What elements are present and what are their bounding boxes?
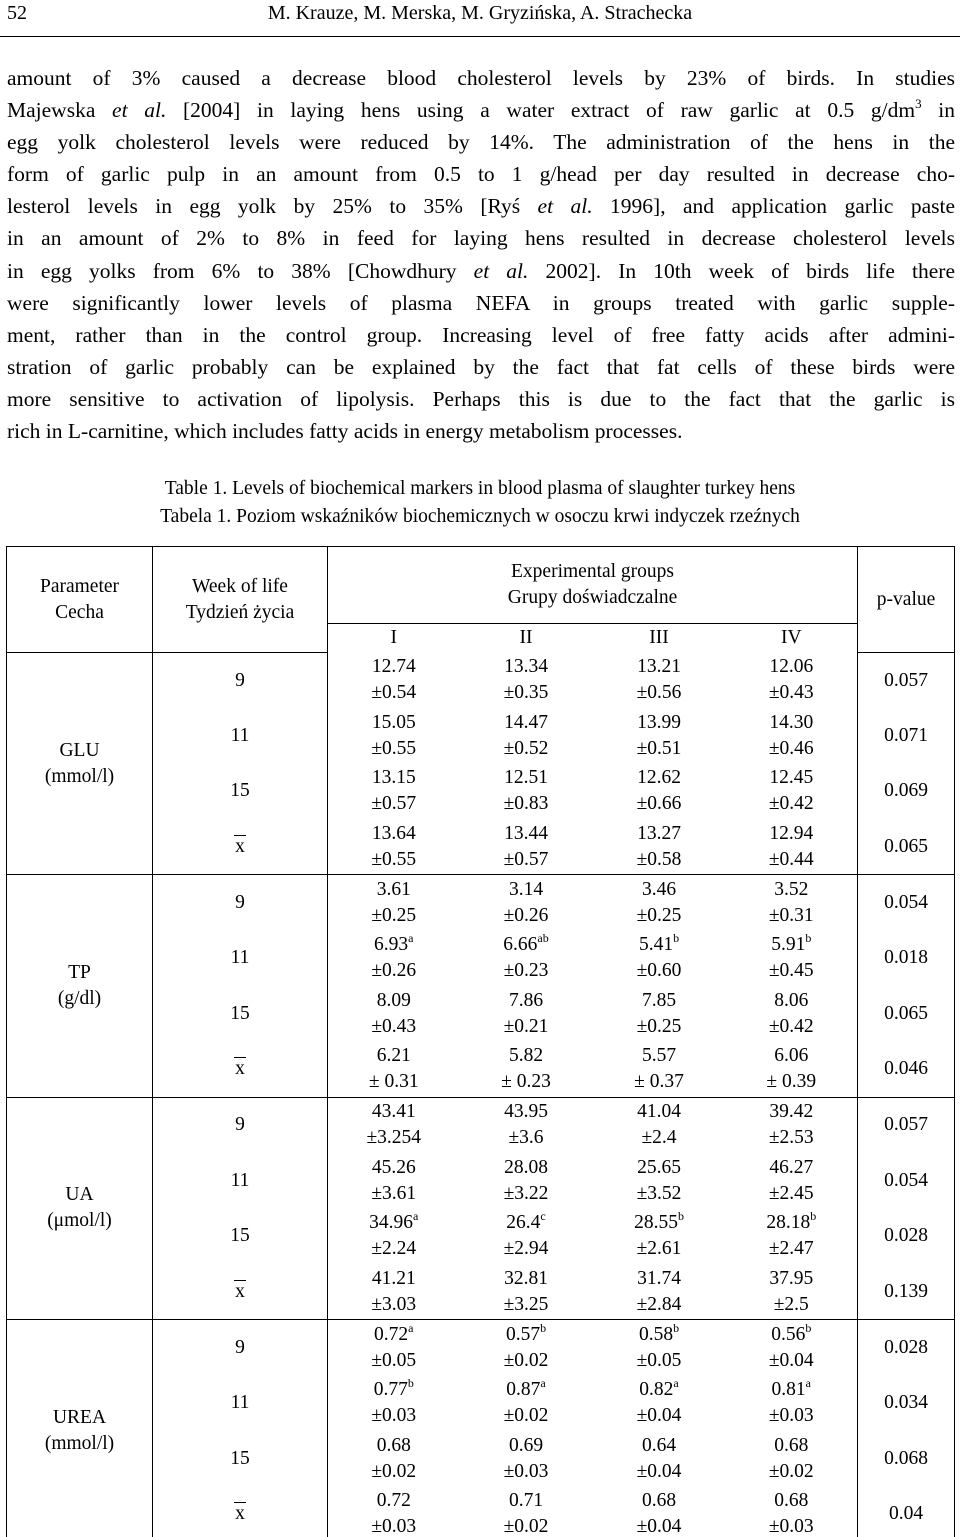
value-cell: 34.96$^a$ ±2.24: [369, 1209, 419, 1260]
body-line: [7, 383, 955, 415]
value-cell: 13.44 ±0.57: [460, 819, 593, 875]
significance-letter: a: [408, 1320, 414, 1335]
value-cell: 0.81$^a$ ±0.03: [726, 1375, 858, 1431]
week-cell: 15: [153, 1431, 328, 1487]
value-cell: 13.21 ±0.56: [636, 656, 682, 704]
header-parameter: Parameter Cecha: [7, 547, 153, 653]
text-run: rich in L-carnitine, which includes fatty acids in energy metabolism processes.: [7, 419, 683, 444]
significance-letter: b: [673, 931, 680, 946]
pvalue-cell: 0.069: [858, 764, 955, 820]
value-cell: 0.56$^b$ ±0.04: [726, 1320, 858, 1376]
pvalue-cell: 0.04: [858, 1486, 955, 1537]
value-cell: 25.65 ±3.52: [636, 1156, 682, 1204]
value-cell: 0.72$^a$ ±0.05: [371, 1320, 417, 1371]
value-cell: 5.82 ± 0.23: [460, 1042, 593, 1098]
text-run: stration of garlic probably can be explained by the fact that fat cells of these birds were: [7, 354, 955, 379]
mean-week-cell: x: [153, 1042, 328, 1098]
header-rule: [0, 36, 960, 37]
running-header: [0, 0, 960, 40]
mean-week-cell: x: [153, 819, 328, 875]
value-cell: 3.61 ±0.25: [371, 878, 417, 926]
group-label-iv: IV: [726, 624, 858, 653]
group-label-i: I: [390, 627, 397, 649]
italic-text: et al.: [537, 194, 593, 219]
parameter-cell: UREA (mmol/l): [7, 1320, 153, 1537]
text-run: form of garlic pulp in an amount from 0.5 to 1 g/head per day resulted in decrease cho-: [7, 162, 955, 187]
value-cell: 0.72 ±0.03: [328, 1486, 460, 1537]
value-cell: 0.68 ±0.04: [593, 1486, 726, 1537]
value-cell: 0.68 ±0.02: [726, 1431, 858, 1487]
mean-week-cell: x: [153, 1486, 328, 1537]
header-pvalue: p-value: [858, 547, 955, 653]
week-cell: 9: [153, 653, 328, 709]
text-run: more sensitive to activation of lipolysis. Perhaps this is due to the fact that the garlic is: [7, 386, 955, 411]
significance-letter: c: [540, 1209, 546, 1224]
value-cell: 0.64 ±0.04: [636, 1434, 682, 1482]
page-number: 52: [7, 2, 27, 24]
significance-letter: b: [677, 1209, 684, 1224]
pvalue-cell: 0.065: [858, 986, 955, 1042]
significance-letter: a: [673, 1376, 679, 1391]
table-row: [7, 1320, 955, 1376]
text-run: Majewska: [7, 98, 113, 123]
week-cell: 15: [153, 986, 328, 1042]
significance-letter: ab: [537, 931, 549, 946]
text-run: in an amount of 2% to 8% in feed for laying hens resulted in decrease cholesterol levels: [7, 226, 955, 251]
body-line: [7, 126, 955, 158]
body-line: [7, 287, 955, 319]
body-line: [7, 222, 955, 254]
pvalue-cell: 0.139: [858, 1264, 955, 1320]
value-cell: 41.21 ±3.03: [328, 1264, 460, 1320]
pvalue-cell: 0.028: [858, 1208, 955, 1264]
value-cell: 8.06 ±0.42: [726, 986, 858, 1042]
pvalue-cell: 0.065: [858, 819, 955, 875]
parameter-cell: GLU (mmol/l): [7, 653, 153, 875]
pvalue-cell: 0.054: [858, 875, 955, 931]
value-cell: 12.45 ±0.42: [726, 764, 858, 820]
pvalue-cell: 0.034: [858, 1375, 955, 1431]
text-run: [2004] in laying hens using a water extract of raw garlic at 0.5 g/dm: [166, 98, 916, 123]
body-line: [7, 158, 955, 190]
value-cell: 12.06 ±0.43: [726, 653, 858, 709]
italic-text: et al.: [473, 258, 529, 283]
value-cell: 3.14 ±0.26: [503, 878, 549, 926]
value-cell: 45.26 ±3.61: [371, 1156, 417, 1204]
text-run: egg yolk cholesterol levels were reduced by 14%. The administration of the hens in the: [7, 130, 955, 155]
significance-letter: a: [540, 1376, 546, 1391]
body-line: [7, 319, 955, 351]
week-cell: 15: [153, 1208, 328, 1264]
value-cell: 0.69 ±0.03: [503, 1434, 549, 1482]
week-cell: 11: [153, 930, 328, 986]
text-run: in egg yolks from 6% to 38% [Chowdhury: [7, 258, 474, 283]
week-cell: 9: [153, 1320, 328, 1376]
value-cell: 32.81 ±3.25: [460, 1264, 593, 1320]
text-run: in: [921, 98, 955, 123]
week-cell: 11: [153, 708, 328, 764]
value-cell: 13.27 ±0.58: [593, 819, 726, 875]
value-cell: 12.62 ±0.66: [636, 767, 682, 815]
value-cell: 12.74 ±0.54: [371, 656, 417, 704]
value-cell: 14.47 ±0.52: [503, 711, 549, 759]
running-head-authors: M. Krauze, M. Merska, M. Gryzińska, A. Strachecka: [267, 2, 693, 24]
value-cell: 6.06 ± 0.39: [726, 1042, 858, 1098]
significance-letter: b: [810, 1209, 817, 1224]
group-label-ii: II: [519, 627, 533, 649]
pvalue-cell: 0.071: [858, 708, 955, 764]
value-cell: 3.52 ±0.31: [726, 875, 858, 931]
week-cell: 15: [153, 764, 328, 820]
significance-letter: a: [408, 931, 414, 946]
value-cell: 0.71 ±0.02: [460, 1486, 593, 1537]
superscript: 3: [915, 96, 922, 112]
text-run: ment, rather than in the control group. Increasing level of free fatty acids after admini-: [7, 322, 955, 347]
value-cell: 5.57 ± 0.37: [593, 1042, 726, 1098]
text-run: 2002]. In 10th week of birds life there: [528, 258, 955, 283]
value-cell: 37.95 ±2.5: [726, 1264, 858, 1320]
value-cell: 13.15 ±0.57: [371, 767, 417, 815]
body-paragraph: [7, 62, 955, 447]
significance-letter: b: [805, 931, 812, 946]
value-cell: 43.41 ±3.254: [366, 1101, 422, 1149]
body-line: [7, 190, 955, 222]
value-cell: 6.21 ± 0.31: [328, 1042, 460, 1098]
pvalue-cell: 0.057: [858, 653, 955, 709]
value-cell: 12.51 ±0.83: [503, 767, 549, 815]
value-cell: 0.57$^b$ ±0.02: [503, 1320, 549, 1371]
week-cell: 9: [153, 1097, 328, 1153]
value-cell: 7.86 ±0.21: [503, 989, 549, 1037]
week-cell: 11: [153, 1153, 328, 1209]
table-caption-pl: Tabela 1. Poziom wskaźników biochemicznych w osoczu krwi indyczek rzeźnych: [160, 506, 800, 527]
value-cell: 0.68 ±0.02: [371, 1434, 417, 1482]
value-cell: 28.08 ±3.22: [503, 1156, 549, 1204]
value-cell: 0.77$^b$ ±0.03: [371, 1376, 417, 1427]
value-cell: 46.27 ±2.45: [726, 1153, 858, 1209]
value-cell: 0.68 ±0.03: [726, 1486, 858, 1537]
week-cell: 11: [153, 1375, 328, 1431]
text-run: lesterol levels in egg yolk by 25% to 35% [Ryś: [7, 194, 538, 219]
value-cell: 15.05 ±0.55: [371, 711, 417, 759]
body-line: [7, 415, 955, 447]
parameter-cell: TP (g/dl): [7, 875, 153, 1097]
value-cell: 13.64 ±0.55: [328, 819, 460, 875]
body-line: [7, 255, 955, 287]
table-row: [7, 875, 955, 931]
parameter-cell: UA (μmol/l): [7, 1097, 153, 1319]
header-experimental-groups: Experimental groups Grupy doświadczalne: [328, 547, 858, 624]
group-label-iii: III: [649, 627, 669, 649]
value-cell: 0.82$^a$ ±0.04: [636, 1376, 682, 1427]
value-cell: 28.55$^b$ ±2.61: [634, 1209, 684, 1260]
text-run: 1996], and application garlic paste: [592, 194, 955, 219]
text-run: amount of 3% caused a decrease blood cholesterol levels by 23% of birds. In studies: [7, 66, 955, 90]
pvalue-cell: 0.057: [858, 1097, 955, 1153]
value-cell: 5.41$^b$ ±0.60: [636, 931, 682, 982]
significance-letter: b: [673, 1320, 680, 1335]
week-cell: 9: [153, 875, 328, 931]
significance-letter: b: [805, 1320, 812, 1335]
mean-week-cell: x: [153, 1264, 328, 1320]
value-cell: 12.94 ±0.44: [726, 819, 858, 875]
value-cell: 41.04 ±2.4: [637, 1101, 681, 1149]
significance-letter: a: [805, 1376, 811, 1391]
significance-letter: a: [413, 1209, 419, 1224]
pvalue-cell: 0.054: [858, 1153, 955, 1209]
value-cell: 6.66$^{ab}$ ±0.23: [503, 931, 549, 982]
value-cell: 39.42 ±2.53: [726, 1097, 858, 1153]
table-row: [7, 653, 955, 709]
biochemical-markers-table: [6, 546, 955, 1537]
value-cell: 14.30 ±0.46: [726, 708, 858, 764]
header-week: Week of life Tydzień życia: [153, 547, 328, 653]
value-cell: 3.46 ±0.25: [636, 878, 682, 926]
significance-letter: b: [407, 1376, 414, 1391]
pvalue-cell: 0.018: [858, 930, 955, 986]
significance-letter: b: [540, 1320, 547, 1335]
table-caption-en: Table 1. Levels of biochemical markers in blood plasma of slaughter turkey hens: [164, 478, 796, 499]
value-cell: 28.18$^b$ ±2.47: [726, 1208, 858, 1264]
value-cell: 5.91$^b$ ±0.45: [726, 930, 858, 986]
value-cell: 31.74 ±2.84: [593, 1264, 726, 1320]
italic-text: et al.: [112, 98, 167, 123]
value-cell: 6.93$^a$ ±0.26: [371, 931, 417, 982]
value-cell: 13.99 ±0.51: [636, 711, 682, 759]
body-line: [7, 94, 955, 126]
text-run: were significantly lower levels of plasma NEFA in groups treated with garlic supple-: [7, 290, 955, 315]
value-cell: 13.34 ±0.35: [503, 656, 549, 704]
value-cell: 43.95 ±3.6: [504, 1101, 548, 1149]
value-cell: 7.85 ±0.25: [636, 989, 682, 1037]
value-cell: 8.09 ±0.43: [371, 989, 417, 1037]
value-cell: 26.4$^c$ ±2.94: [503, 1209, 549, 1260]
value-cell: 0.87$^a$ ±0.02: [503, 1376, 549, 1427]
pvalue-cell: 0.068: [858, 1431, 955, 1487]
body-line: [7, 62, 955, 94]
value-cell: 0.58$^b$ ±0.05: [636, 1320, 682, 1371]
body-line: [7, 351, 955, 383]
pvalue-cell: 0.028: [858, 1320, 955, 1376]
table-row: [7, 1097, 955, 1153]
pvalue-cell: 0.046: [858, 1042, 955, 1098]
